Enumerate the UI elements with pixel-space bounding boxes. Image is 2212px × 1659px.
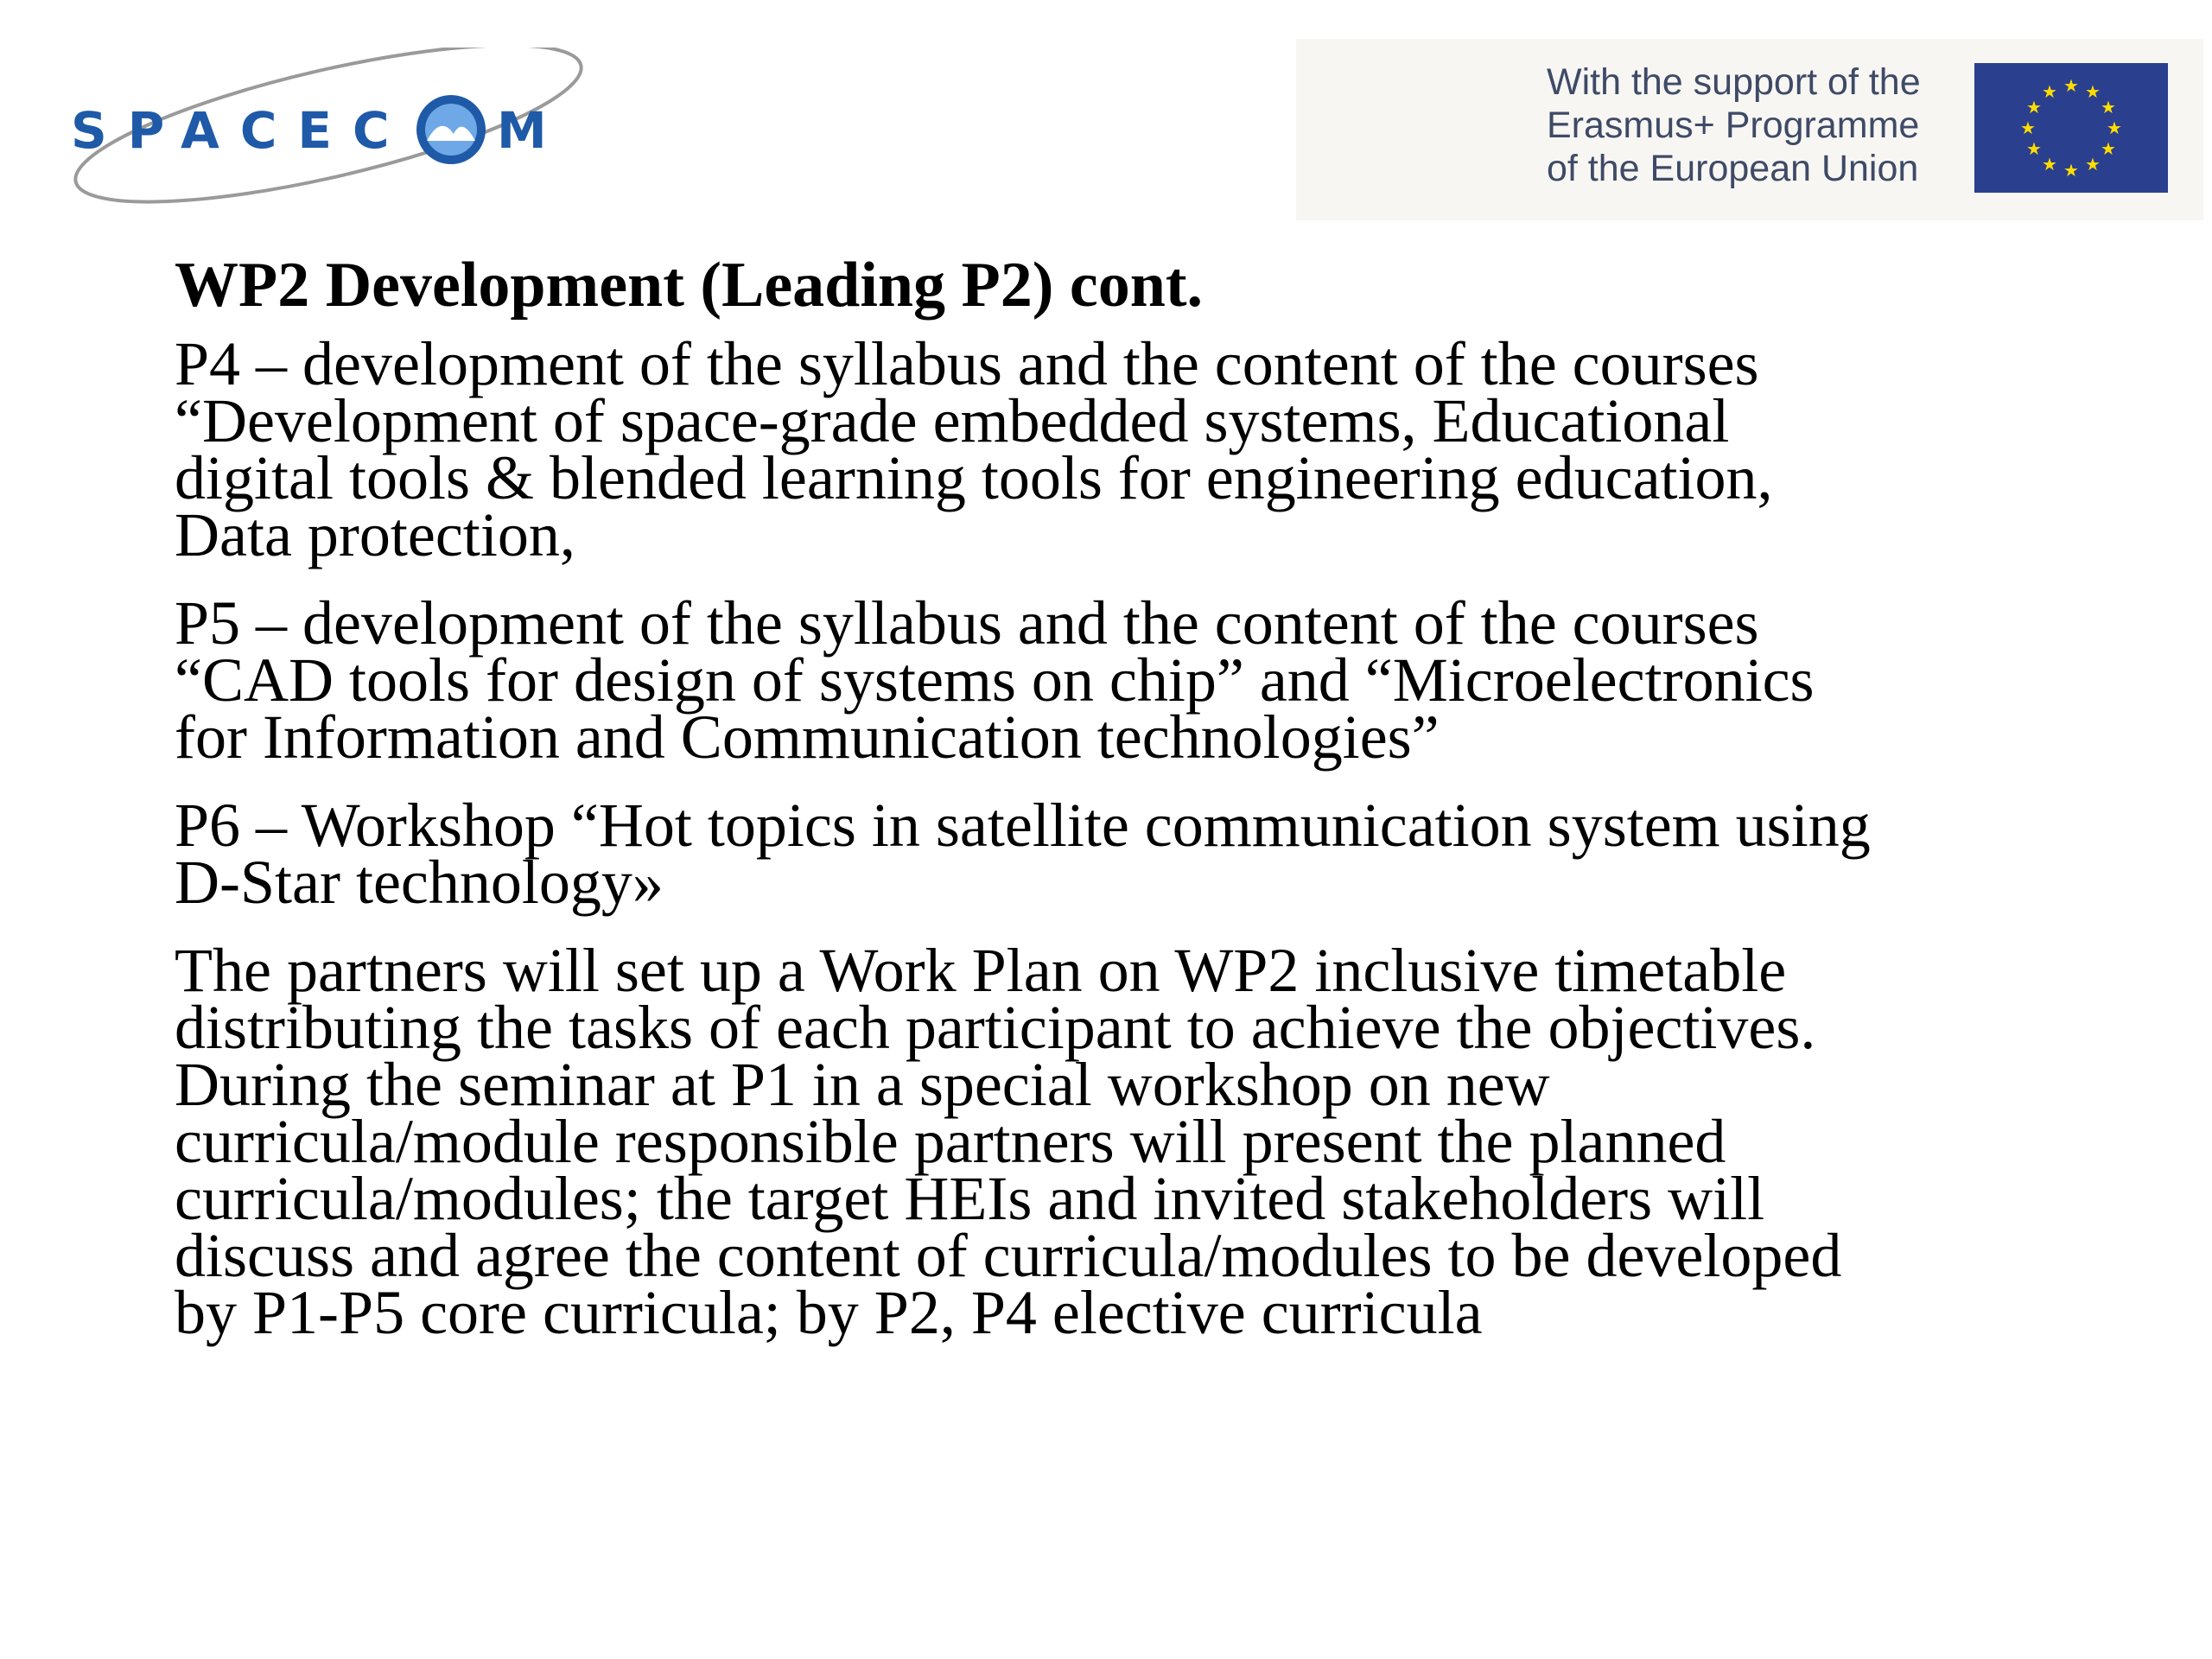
text-line: P6 – Workshop “Hot topics in satellite communication system using (175, 791, 1871, 860)
erasmus-line: Erasmus+ Programme (1547, 105, 1920, 146)
paragraph-p6 (175, 791, 2127, 917)
text-line: The partners will set up a Work Plan on WP2 inclusive timetable (175, 936, 1787, 1005)
svg-text:★: ★ (2101, 97, 2116, 118)
paragraph-p4 (175, 329, 2127, 569)
svg-text:★: ★ (2063, 160, 2079, 181)
slide-title: WP2 Development (Leading P2) cont. (175, 250, 1204, 321)
text-line: for Information and Communication technologies” (175, 702, 1440, 772)
paragraph-work-plan (175, 936, 2127, 1347)
svg-text:★: ★ (2020, 118, 2036, 138)
svg-text:★: ★ (2101, 138, 2116, 159)
erasmus-line: With the support of the (1547, 61, 1921, 103)
svg-text:★: ★ (2042, 154, 2057, 175)
erasmus-line: of the European Union (1547, 148, 1919, 189)
text-line: curricula/module responsible partners will present the planned (175, 1107, 1726, 1176)
spacecom-logo (69, 48, 605, 212)
svg-text:★: ★ (2042, 81, 2057, 102)
logo-text-left: SPACEC (71, 101, 410, 160)
text-line: distributing the tasks of each participant to achieve the objectives. (175, 993, 1816, 1062)
text-line: Data protection, (175, 500, 575, 569)
logo-text-right: M (497, 101, 547, 160)
svg-text:★: ★ (2085, 81, 2101, 102)
erasmus-badge (1296, 39, 2203, 220)
text-line: “CAD tools for design of systems on chip” and “Microelectronics (175, 645, 1815, 715)
svg-text:★: ★ (2026, 97, 2042, 118)
svg-text:★: ★ (2085, 154, 2101, 175)
text-line: by P1-P5 core curricula; by P2, P4 elective curricula (175, 1278, 1483, 1347)
text-line: P5 – development of the syllabus and the content of the courses (175, 588, 1759, 658)
svg-text:★: ★ (2107, 118, 2122, 138)
svg-text:★: ★ (2026, 138, 2042, 159)
text-line: During the seminar at P1 in a special workshop on new (175, 1050, 1550, 1119)
text-line: digital tools & blended learning tools for engineering education, (175, 443, 1773, 512)
text-line: “Development of space-grade embedded systems, Educational (175, 386, 1730, 455)
svg-text:★: ★ (2063, 75, 2079, 96)
eu-flag-icon (1974, 63, 2168, 193)
slide-content (175, 251, 2127, 1372)
paragraph-p5 (175, 588, 2127, 772)
text-line: curricula/modules; the target HEIs and invited stakeholders will (175, 1164, 1765, 1233)
text-line: P4 – development of the syllabus and the content of the courses (175, 329, 1759, 398)
text-line: discuss and agree the content of curricula/modules to be developed (175, 1221, 1842, 1290)
text-line: D-Star technology» (175, 848, 664, 917)
erasmus-support-text (1547, 60, 1953, 190)
